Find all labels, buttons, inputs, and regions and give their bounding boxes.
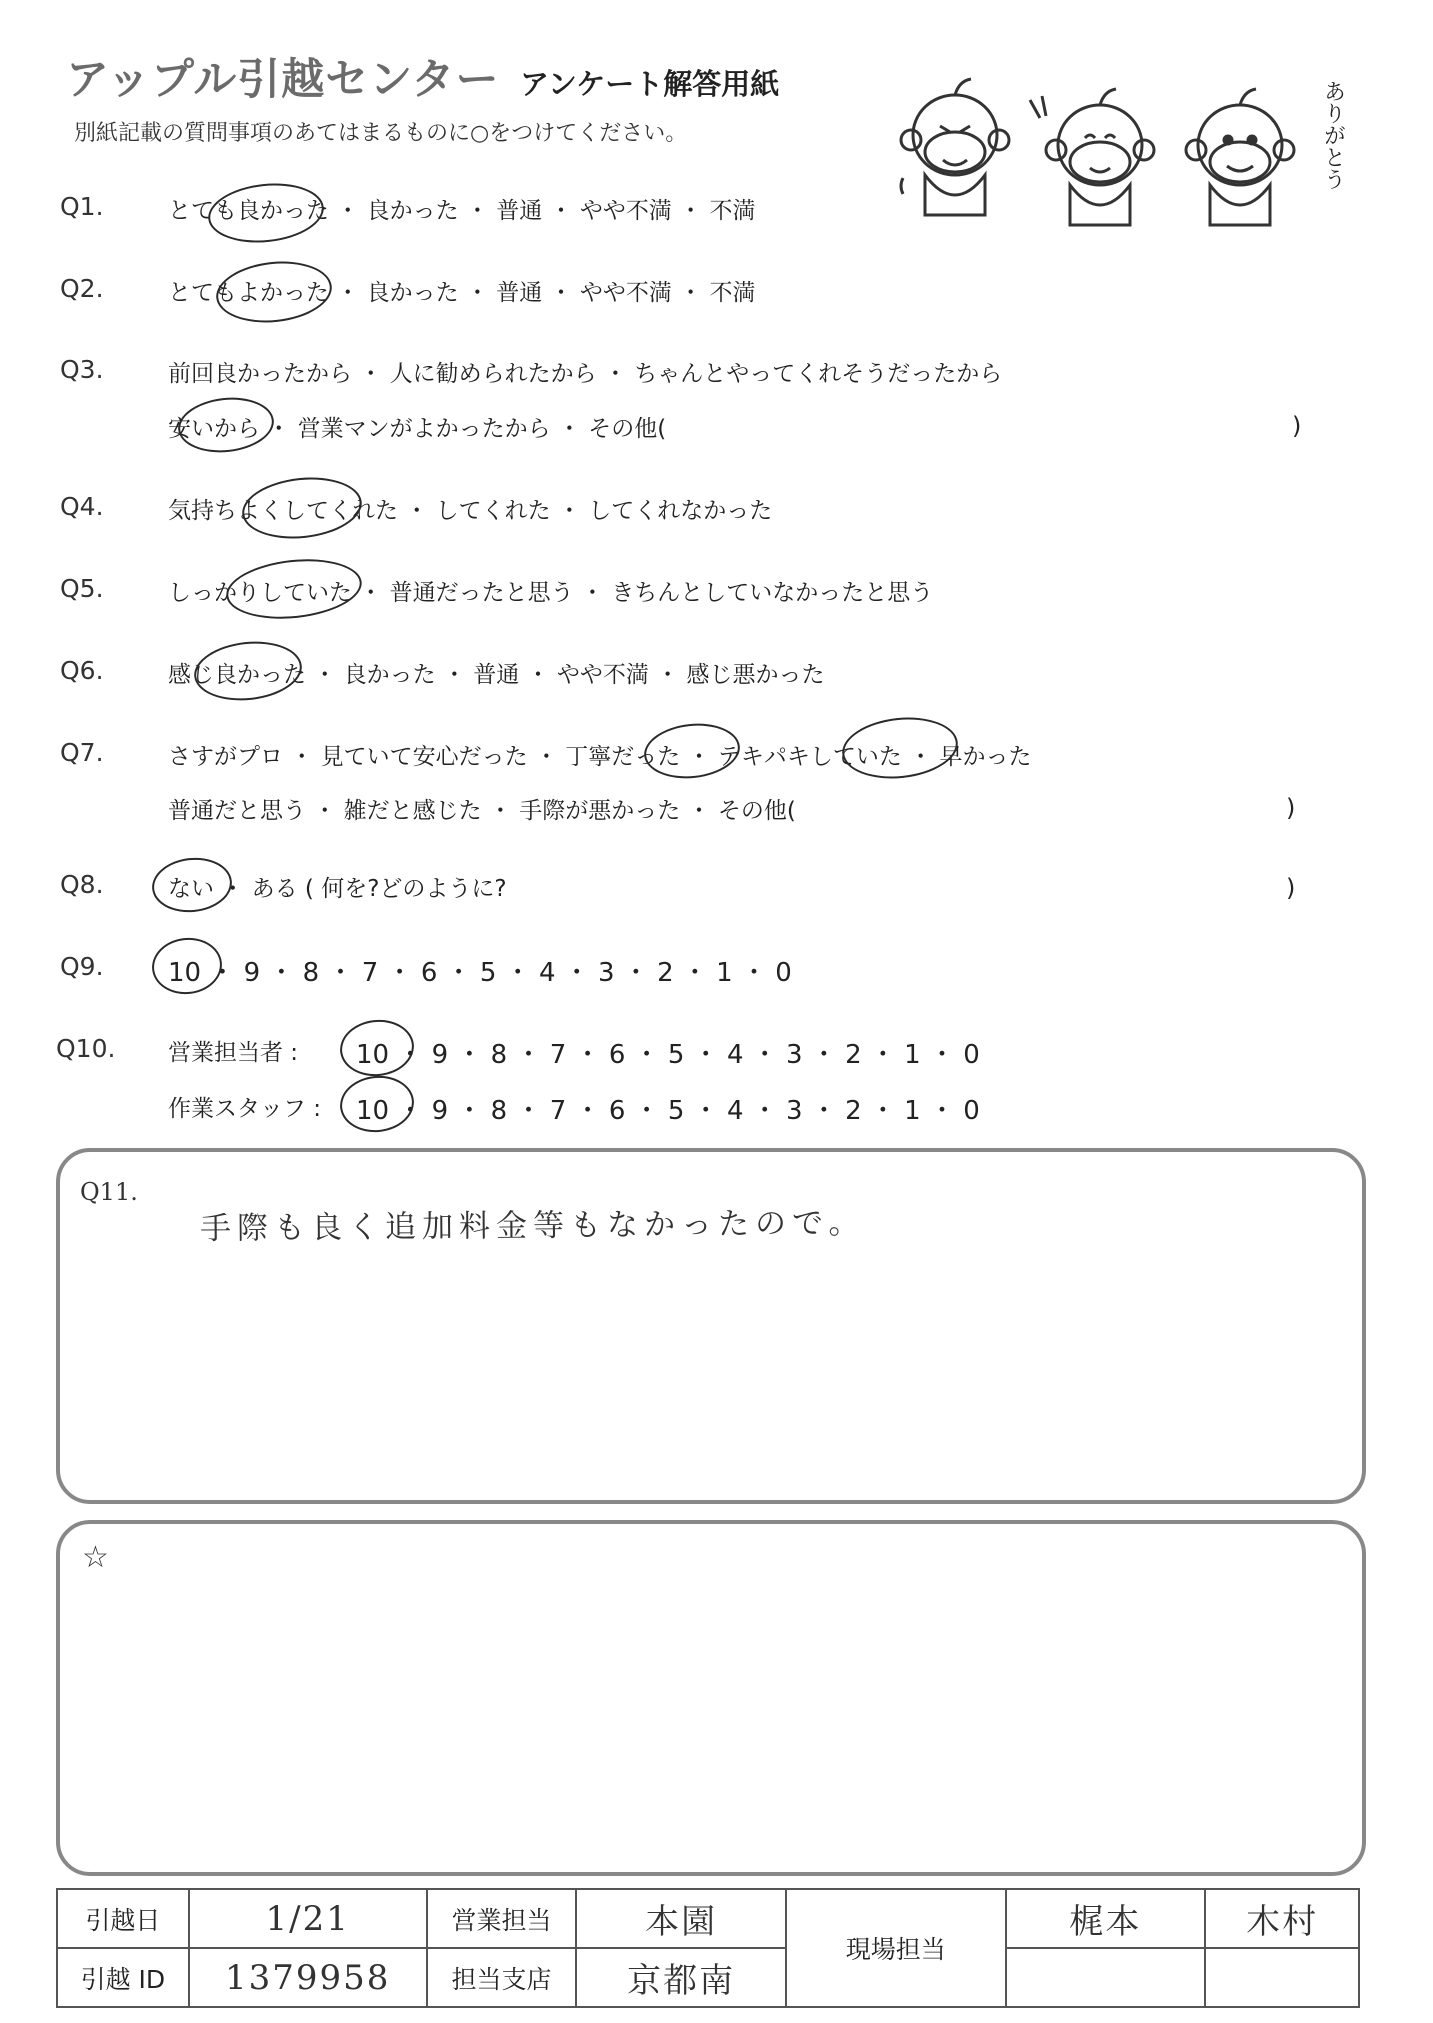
q10-staff-label: 作業スタッフ : — [168, 1096, 322, 1122]
q10-label: Q10. — [56, 1034, 116, 1063]
q4-label: Q4. — [60, 492, 104, 521]
q2-label: Q2. — [60, 274, 104, 303]
q10-staff-scale: 10 ・ 9 ・ 8 ・ 7 ・ 6 ・ 5 ・ 4 ・ 3 ・ 2 ・ 1 ・ 0 — [356, 1096, 980, 1126]
company-title: アップル引越センター — [66, 55, 500, 105]
site-staff-label: 現場担当 — [786, 1889, 1006, 2007]
q9-label: Q9. — [60, 952, 104, 981]
q10-sales-scale: 10 ・ 9 ・ 8 ・ 7 ・ 6 ・ 5 ・ 4 ・ 3 ・ 2 ・ 1 ・ 0 — [356, 1040, 980, 1070]
star-comment-box — [56, 1520, 1366, 1876]
site-staff-empty-cell-1 — [1006, 1948, 1206, 2007]
move-date-value: 1/21 — [189, 1889, 427, 1948]
q7-label: Q7. — [60, 738, 104, 767]
q11-handwritten-answer: 手際も良く追加料金等もなかったので。 — [199, 1205, 866, 1247]
q8-label: Q8. — [60, 870, 104, 899]
form-title: アンケート解答用紙 — [520, 67, 780, 101]
q3-close-paren: ) — [1292, 412, 1302, 440]
q2-options: とてもよかった ・ 良かった ・ 普通 ・ やや不満 ・ 不満 — [168, 280, 756, 306]
instruction-text: 別紙記載の質問事項のあてはまるものに○をつけてください。 — [74, 121, 688, 146]
q9-scale: 10 ・ 9 ・ 8 ・ 7 ・ 6 ・ 5 ・ 4 ・ 3 ・ 2 ・ 1 ・ 0 — [168, 958, 792, 988]
star-label: ☆ — [82, 1540, 109, 1575]
q1-label: Q1. — [60, 192, 104, 221]
site-staff-empty-cell-2 — [1205, 1948, 1359, 2007]
q7-options-line1: さすがプロ ・ 見ていて安心だった ・ 丁寧だった ・ テキパキしていた ・ 早かった — [168, 744, 1032, 770]
move-id-value: 1379958 — [189, 1948, 427, 2007]
q3-label: Q3. — [60, 355, 104, 384]
q7-close-paren: ) — [1286, 794, 1296, 822]
q5-options: しっかりしていた ・ 普通だったと思う ・ きちんとしていなかったと思う — [168, 580, 934, 606]
q7-options-line2: 普通だと思う ・ 雑だと感じた ・ 手際が悪かった ・ その他( — [168, 798, 796, 824]
move-info-table — [56, 1888, 1360, 2008]
q10-sales-label: 営業担当者 : — [168, 1040, 299, 1066]
sales-rep-value: 本園 — [576, 1889, 786, 1948]
q5-label: Q5. — [60, 574, 104, 603]
branch-value: 京都南 — [576, 1948, 786, 2007]
site-staff-value-2: 木村 — [1205, 1889, 1359, 1948]
branch-label: 担当支店 — [427, 1948, 577, 2007]
monkey-mascots-illustration — [895, 60, 1375, 240]
thanks-text: ありがとう — [1320, 80, 1346, 190]
q1-options: とても良かった ・ 良かった ・ 普通 ・ やや不満 ・ 不満 — [168, 198, 756, 224]
q4-options: 気持ちよくしてくれた ・ してくれた ・ してくれなかった — [168, 498, 773, 524]
q3-options-line1: 前回良かったから ・ 人に勧められたから ・ ちゃんとやってくれそうだったから — [168, 361, 1003, 387]
q3-options-line2: 安いから ・ 営業マンがよかったから ・ その他( — [168, 416, 667, 442]
q6-label: Q6. — [60, 656, 104, 685]
q6-options: 感じ良かった ・ 良かった ・ 普通 ・ やや不満 ・ 感じ悪かった — [168, 662, 825, 688]
move-date-label: 引越日 — [57, 1889, 189, 1948]
q8-options: ない ・ ある ( 何を?どのように? — [168, 876, 507, 902]
move-id-label: 引越 ID — [57, 1948, 189, 2007]
q11-label: Q11. — [80, 1178, 138, 1206]
sales-rep-label: 営業担当 — [427, 1889, 577, 1948]
q8-close-paren: ) — [1286, 874, 1296, 902]
site-staff-value-1: 梶本 — [1006, 1889, 1206, 1948]
